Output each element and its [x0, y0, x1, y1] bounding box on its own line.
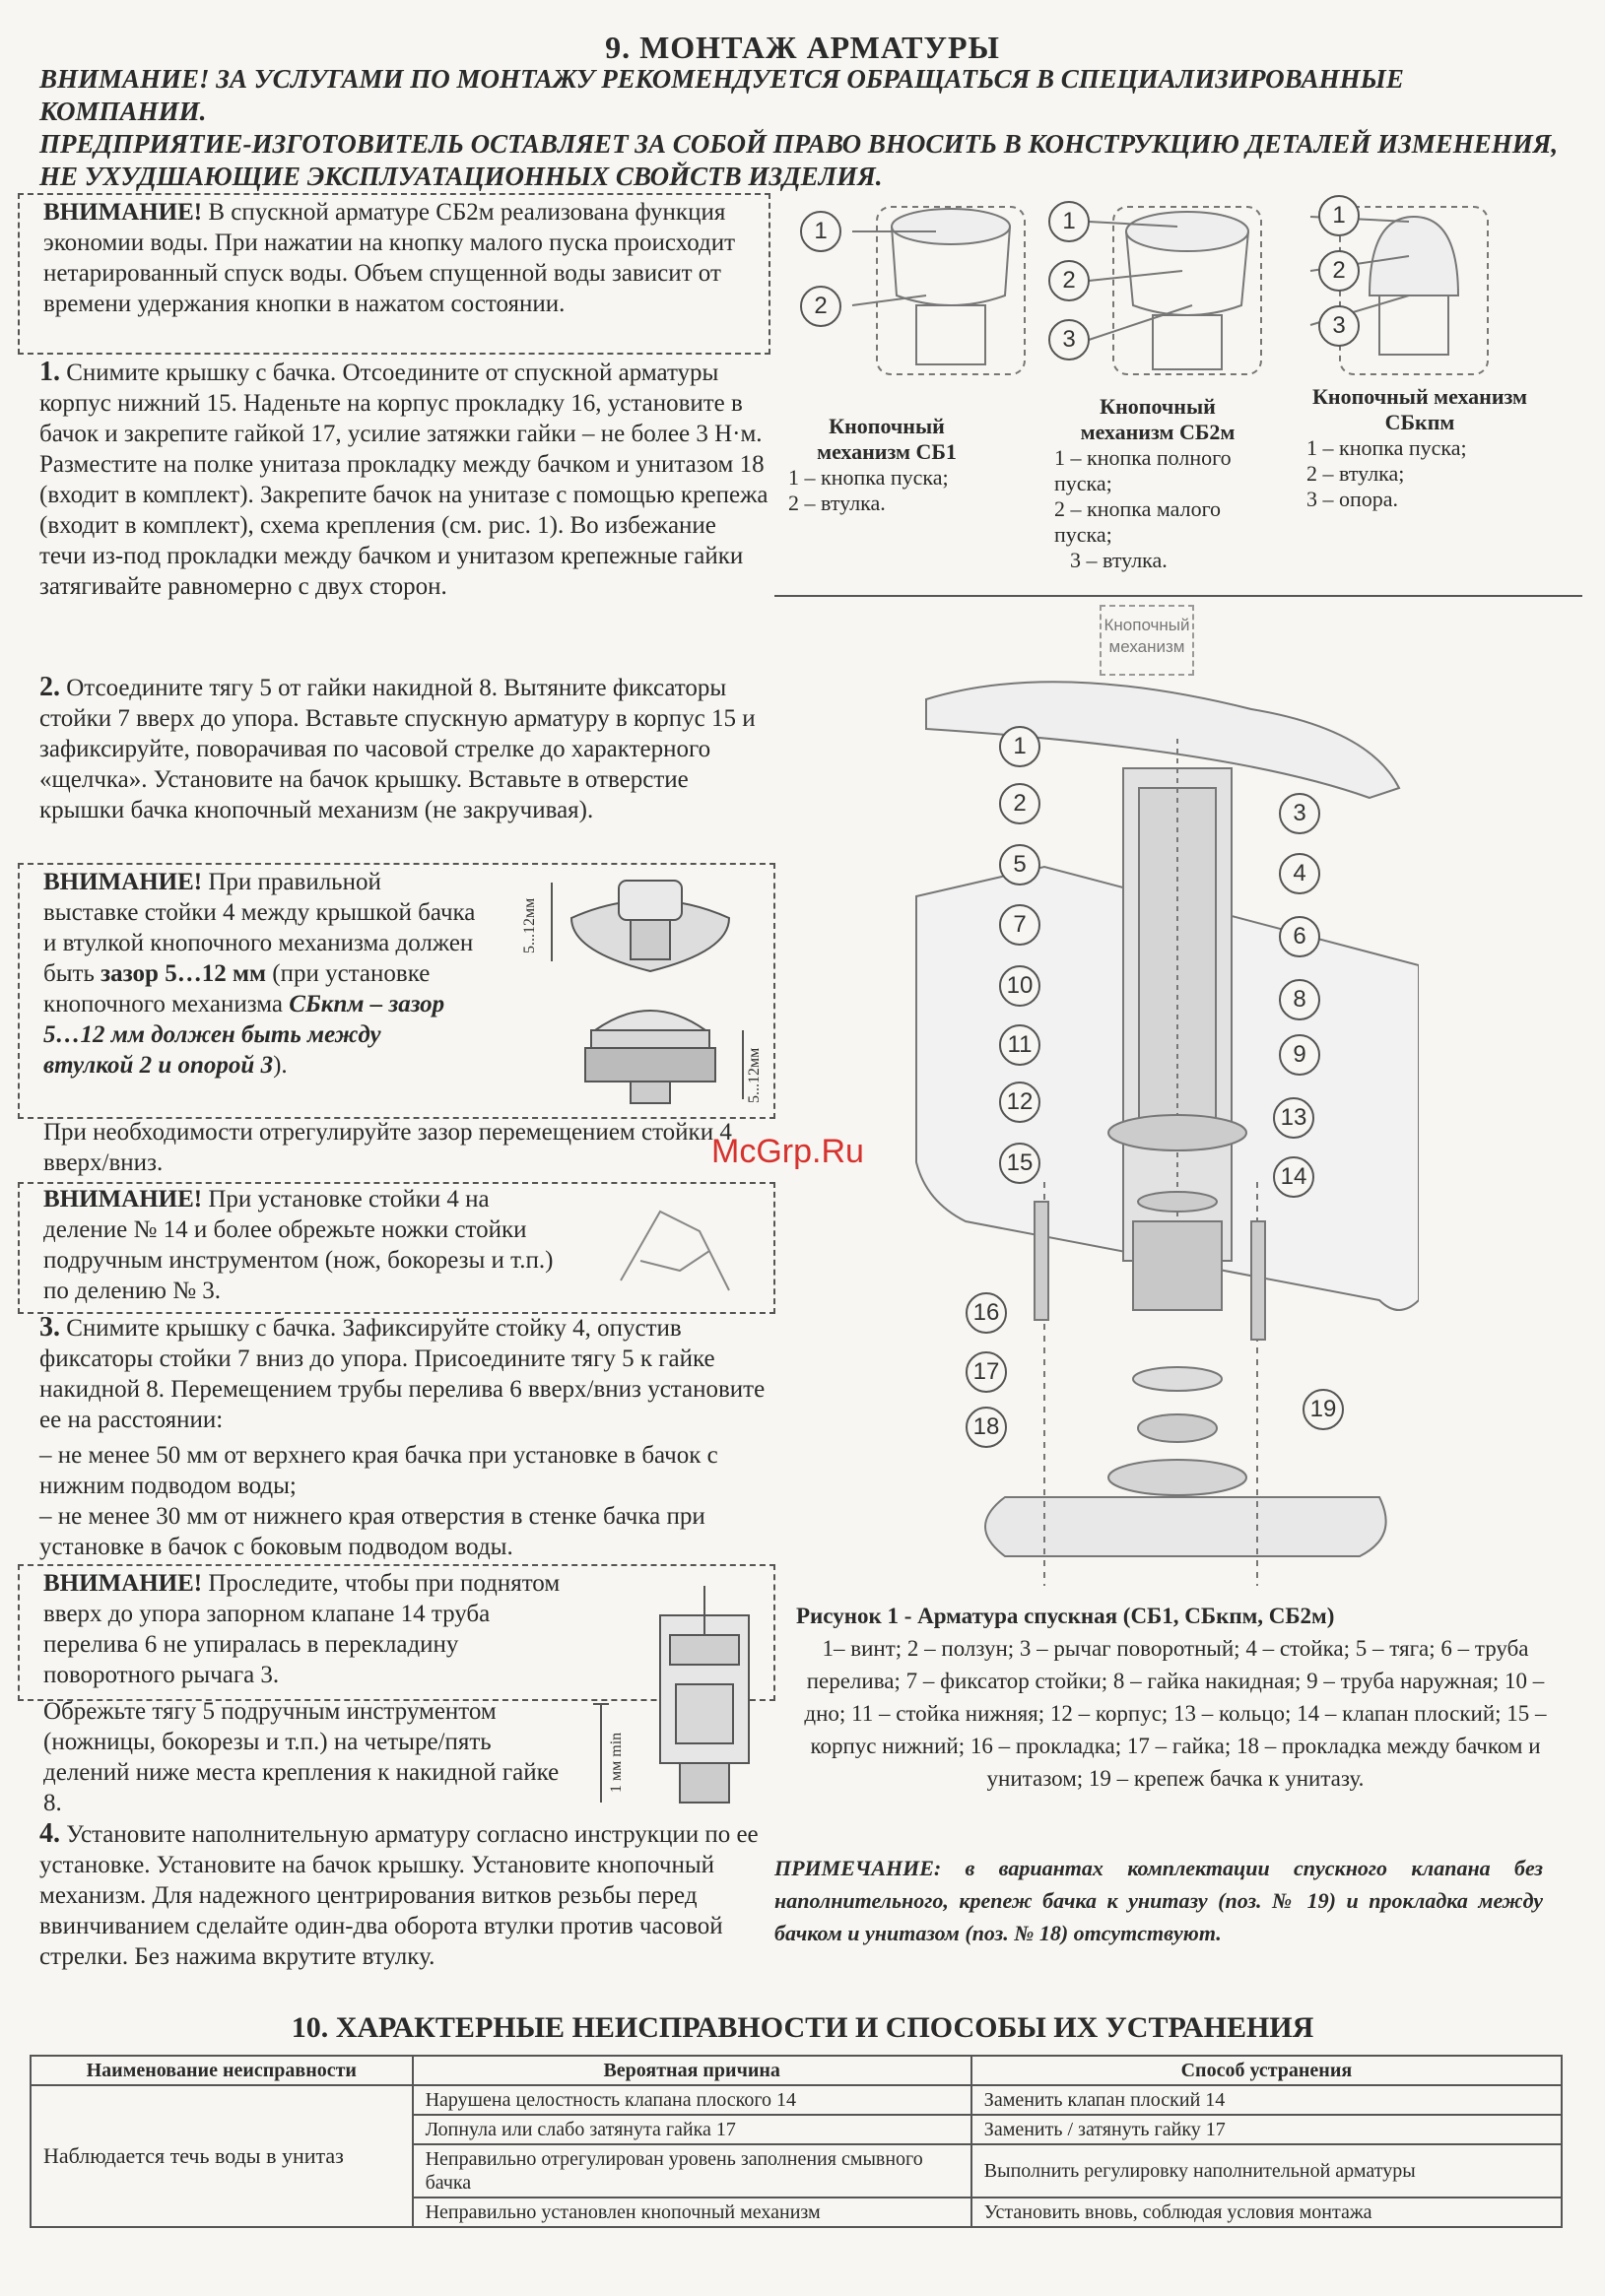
fig-label-10: 10	[999, 965, 1040, 1007]
mech3-label-1: 1	[1318, 195, 1360, 236]
note3	[43, 1184, 575, 1306]
min-label: 1 мм min	[608, 1732, 625, 1793]
fig-label-13: 13	[1273, 1097, 1314, 1139]
fig-label-6: 6	[1279, 916, 1320, 957]
figure-caption	[796, 1600, 1555, 1795]
faults-table	[30, 2055, 1563, 2228]
note4-label: ВНИМАНИЕ!	[43, 1570, 203, 1597]
mech2-label-3: 3	[1048, 319, 1090, 361]
mechanism-sbkpm-item-2: 2 – втулка;	[1306, 461, 1405, 486]
step3-text: Снимите крышку с бачка. Зафиксируйте стойку 4, опустив фиксаторы стойки 7 вниз до упора. Присоедините тягу 5 к гайке накидной 8. Перемещением трубы перелива 6 вверх/вниз установите ее на расстоянии:	[39, 1315, 766, 1433]
mech1-label-1: 1	[800, 211, 841, 252]
fix-cell: Заменить / затянуть гайку 17	[971, 2115, 1562, 2144]
note2-text-c: ).	[273, 1052, 288, 1079]
note2-after: При необходимости отрегулируйте зазор перемещением стойки 4 вверх/вниз.	[43, 1119, 732, 1176]
mechanism-sb2m-item-1: 1 – кнопка полного пуска;	[1054, 445, 1232, 495]
step3-bullet-2: – не менее 30 мм от нижнего края отверстия в стенке бачка при установке в бачок с боковым подводом воды.	[39, 1503, 705, 1560]
cause-cell: Лопнула или слабо затянута гайка 17	[413, 2115, 971, 2144]
table-row	[31, 2085, 1562, 2115]
fix-cell: Выполнить регулировку наполнительной арматуры	[971, 2144, 1562, 2198]
header-fault: Наименование неисправности	[31, 2056, 413, 2085]
fig-label-5: 5	[999, 844, 1040, 886]
fig-label-19: 19	[1303, 1389, 1344, 1430]
faults-header-row	[31, 2056, 1562, 2085]
mechanism-sbkpm-item-1: 1 – кнопка пуска;	[1306, 435, 1467, 460]
step3-bullet-1: – не менее 50 мм от верхнего края бачка при установке в бачок с нижним подводом воды;	[39, 1442, 718, 1499]
step2	[39, 672, 769, 825]
note2-gap: зазор 5…12 мм	[100, 960, 267, 987]
note4-text: Проследите, чтобы при поднятом вверх до упора запорном клапане 14 труба перелива 6 не упиралась в перекладину поворотного рычага 3.	[43, 1570, 561, 1688]
step4-number: 4.	[39, 1818, 60, 1849]
step1	[39, 357, 769, 602]
mech3-label-3: 3	[1318, 305, 1360, 347]
fault-cell: Наблюдается течь воды в унитаз	[31, 2085, 413, 2227]
header-cause: Вероятная причина	[413, 2056, 971, 2085]
cause-cell: Неправильно установлен кнопочный механизм	[413, 2198, 971, 2227]
fix-cell: Заменить клапан плоский 14	[971, 2085, 1562, 2115]
step4-text: Установите наполнительную арматуру согласно инструкции по ее установке. Установите на бачок крышку. Установите кнопочный механизм. Для надежного центрирования витков резьбы перед ввинчиванием сделайте один-два оборота втулки против часовой стрелки. Без нажима вкрутите втулку.	[39, 1821, 759, 1970]
fig-label-12: 12	[999, 1082, 1040, 1123]
fix-cell: Установить вновь, соблюдая условия монтажа	[971, 2198, 1562, 2227]
note4	[43, 1568, 575, 1690]
fig-label-9: 9	[1279, 1034, 1320, 1076]
cut-legs-diagram	[601, 1192, 749, 1300]
gap-diagram	[512, 863, 769, 1115]
mech3-label-2: 2	[1318, 250, 1360, 292]
fig-label-7: 7	[999, 904, 1040, 946]
mechanism-sb1-title: Кнопочный механизм СБ1	[817, 414, 957, 464]
section-9-title: 9. МОНТАЖ АРМАТУРЫ	[605, 30, 1000, 65]
step3	[39, 1312, 769, 1435]
step1-text: Снимите крышку с бачка. Отсоедините от спускной арматуры корпус нижний 15. Наденьте на корпус прокладку 16, установите в бачок и закрепите гайкой 17, усилие затяжки гайки – не более 3 Н·м. Разместите на полке унитаза прокладку между бачком и унитазом 18 (входит в комплект). Закрепите бачок на унитазе с помощью крепежа (входит в комплект), схема крепления (см. рис. 1). Во избежание течи из-под прокладки между бачком и унитазом крепежные гайки затягивайте равномерно с двух сторон.	[39, 360, 769, 600]
mechanism-sbkpm-item-3: 3 – опора.	[1306, 487, 1399, 511]
step3-number: 3.	[39, 1312, 60, 1343]
overflow-diagram	[581, 1576, 769, 1812]
cause-cell: Неправильно отрегулирован уровень заполнения смывного бачка	[413, 2144, 971, 2198]
gap-label-2: 5...12мм	[746, 1047, 763, 1103]
note3-label: ВНИМАНИЕ!	[43, 1186, 203, 1213]
mechanism-sb2m	[1054, 394, 1261, 573]
warning-manufacturer: ПРЕДПРИЯТИЕ-ИЗГОТОВИТЕЛЬ ОСТАВЛЯЕТ ЗА СОБОЙ ПРАВО ВНОСИТЬ В КОНСТРУКЦИЮ ДЕТАЛЕЙ ИЗМЕНЕНИЯ, НЕ УХУДШАЮЩИЕ ЭКСПЛУАТАЦИОННЫХ СВОЙСТВ ИЗДЕЛИЯ.	[39, 129, 1559, 191]
step2-text: Отсоедините тягу 5 от гайки накидной 8. Вытяните фиксаторы стойки 7 вверх до упора. Вставьте спускную арматуру в корпус 15 и зафиксируйте, поворачивая по часовой стрелке до характерного «щелчка». Установите на бачок крышку. Вставьте в отверстие крышки бачка кнопочный механизм (не закручивая).	[39, 675, 756, 823]
note2-label: ВНИМАНИЕ!	[43, 869, 203, 895]
step4	[39, 1818, 769, 1972]
note1-label: ВНИМАНИЕ!	[43, 199, 203, 226]
gap-label-1: 5...12мм	[521, 897, 538, 953]
figure-legend: 1– винт; 2 – ползун; 3 – рычаг поворотный; 4 – стойка; 5 – тяга; 6 – труба перелива; 7 – фиксатор стойки; 8 – гайка накидная; 9 – труба наружная; 10 – дно; 11 – стойка нижняя; 12 – корпус; 13 – кольцо; 14 – клапан плоский; 15 – корпус нижний; 16 – прокладка; 17 – гайка; 18 – прокладка между бачком и унитазом; 19 – крепеж бачка к унитазу.	[804, 1636, 1547, 1791]
note2-text-b: (при установке кнопочного механизма	[43, 960, 431, 1017]
mechanism-sb2m-item-3: 3 – втулка.	[1070, 548, 1168, 572]
note1-text: В спускной арматуре СБ2м реализована функция экономии воды. При нажатии на кнопку малого пуска происходит нетарированный спуск воды. Объем спущенной воды зависит от времени удержания кнопки в нажатом состоянии.	[43, 199, 736, 317]
note2-text-a: При правильной выставке стойки 4 между крышкой бачка и втулкой кнопочного механизма должен быть	[43, 869, 476, 987]
watermark: McGrp.Ru	[711, 1133, 864, 1170]
mechanism-sb1-item-2: 2 – втулка.	[788, 491, 886, 515]
cause-cell: Нарушена целостность клапана плоского 14	[413, 2085, 971, 2115]
mech1-label-2: 2	[800, 286, 841, 327]
fig-label-11: 11	[999, 1024, 1040, 1066]
figure-title: Рисунок 1 - Арматура спускная (СБ1, СБкпм, СБ2м)	[796, 1604, 1335, 1628]
fig-label-17: 17	[966, 1351, 1007, 1393]
note2-sbkpm: СБкпм – зазор 5…12 мм должен быть между втулкой 2 и опорой 3	[43, 991, 445, 1079]
mechanisms-drawing	[788, 187, 1596, 404]
fig-label-14: 14	[1273, 1156, 1314, 1198]
fig-label-8: 8	[1279, 979, 1320, 1020]
mechanism-sb2m-item-2: 2 – кнопка малого пуска;	[1054, 496, 1222, 547]
mechanism-sb1-item-1: 1 – кнопка пуска;	[788, 465, 949, 490]
header-fix: Способ устранения	[971, 2056, 1562, 2085]
mechanism-sb1	[788, 414, 985, 516]
step1-number: 1.	[39, 357, 60, 387]
fig-label-15: 15	[999, 1143, 1040, 1184]
note4-after: Обрежьте тягу 5 подручным инструментом (ножницы, бокорезы и т.п.) на четыре/пять делений ниже места крепления к накидной гайке 8.	[43, 1698, 560, 1816]
exploded-view-drawing	[906, 670, 1419, 1586]
fig-label-3: 3	[1279, 793, 1320, 834]
fig-label-16: 16	[966, 1292, 1007, 1334]
mechanism-sb2m-title: Кнопочный механизм СБ2м	[1080, 394, 1236, 444]
note2	[43, 867, 477, 1081]
fig-label-1: 1	[999, 726, 1040, 767]
divider-line	[774, 595, 1582, 597]
note1	[43, 197, 743, 319]
step2-number: 2.	[39, 672, 60, 702]
note3-text: При установке стойки 4 на деление № 14 и более обрежьте ножки стойки подручным инструментом (нож, бокорезы и т.п.) по делению № 3.	[43, 1186, 554, 1304]
fig-label-2: 2	[999, 783, 1040, 824]
callout-button-mechanism: Кнопочный механизм	[1100, 605, 1194, 676]
section-10-title: 10. ХАРАКТЕРНЫЕ НЕИСПРАВНОСТИ И СПОСОБЫ ИХ УСТРАНЕНИЯ	[291, 2011, 1314, 2044]
fig-label-18: 18	[966, 1407, 1007, 1448]
mechanism-sbkpm	[1306, 384, 1533, 512]
mech2-label-2: 2	[1048, 260, 1090, 301]
mech2-label-1: 1	[1048, 201, 1090, 242]
remark: ПРИМЕЧАНИЕ: в вариантах комплектации спускного клапана без наполнительного, крепеж бачка к унитазу (поз. № 19) и прокладка между бачком и унитазом (поз. № 18) отсутствуют.	[774, 1856, 1543, 1945]
mechanism-sbkpm-title: Кнопочный механизм СБкпм	[1311, 384, 1528, 434]
fig-label-4: 4	[1279, 853, 1320, 894]
warning-services: ВНИМАНИЕ! ЗА УСЛУГАМИ ПО МОНТАЖУ РЕКОМЕНДУЕТСЯ ОБРАЩАТЬСЯ В СПЕЦИАЛИЗИРОВАННЫЕ КОМПАНИИ.	[39, 64, 1404, 126]
